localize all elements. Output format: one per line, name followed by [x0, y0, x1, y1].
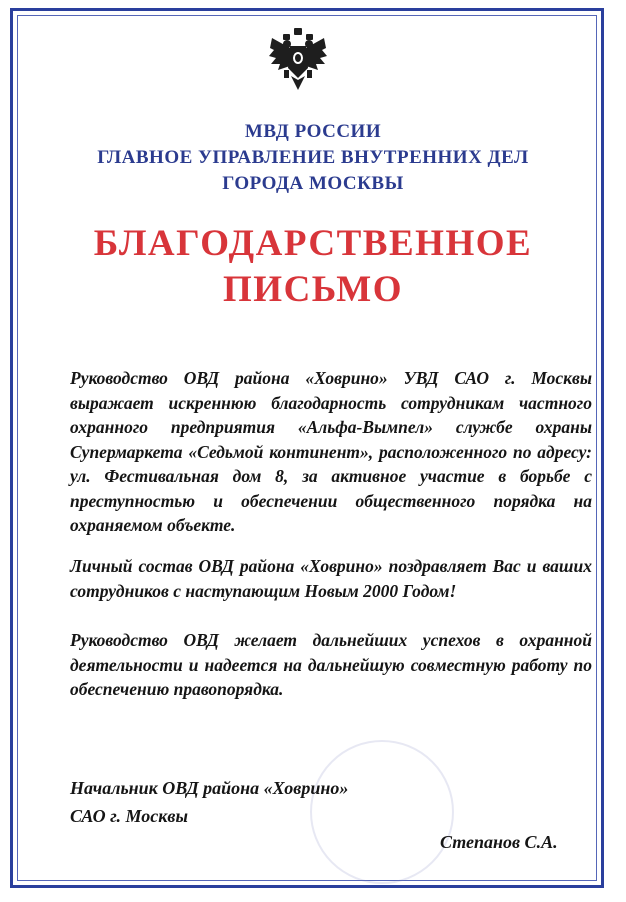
body-paragraph-greetings: Личный состав ОВД района «Ховрино» поздравляет Вас и ваших сотрудников с наступающим Новым 2000 Годом!: [70, 556, 592, 601]
header-line-department: ГЛАВНОЕ УПРАВЛЕНИЕ ВНУТРЕННИХ ДЕЛ: [97, 147, 529, 168]
document-title-line2: ПИСЬМО: [223, 269, 403, 310]
header-line-ministry: МВД РОССИИ: [244, 121, 382, 142]
body-paragraph-wishes: Руководство ОВД желает дальнейших успехов в охранной деятельности и надеется на дальнейшую совместную работу по обеспечению правопорядка.: [70, 630, 592, 699]
header-line-city: ГОРОДА МОСКВЫ: [222, 173, 404, 194]
signature-position-line2: САО г. Москвы: [70, 806, 188, 826]
body-paragraph-gratitude: Руководство ОВД района «Ховрино» УВД САО г. Москвы выражает искреннюю благодарность сотрудникам частного охранного предприятия «Альфа-Вымпел» службе охраны Супермаркета «Седьмой континент», расположенного по адресу: ул. Фестивальная дом 8, за активное участие в борьбе с преступностью и обеспечении общественного порядка на охраняемом объекте.: [70, 368, 592, 535]
document-title-line1: БЛАГОДАРСТВЕННОЕ: [93, 223, 533, 264]
faint-stamp: [310, 740, 454, 884]
signature-position-line1: Начальник ОВД района «Ховрино»: [70, 778, 349, 798]
signature-name: Степанов С.А.: [440, 832, 558, 852]
double-headed-eagle-icon: [268, 26, 328, 92]
